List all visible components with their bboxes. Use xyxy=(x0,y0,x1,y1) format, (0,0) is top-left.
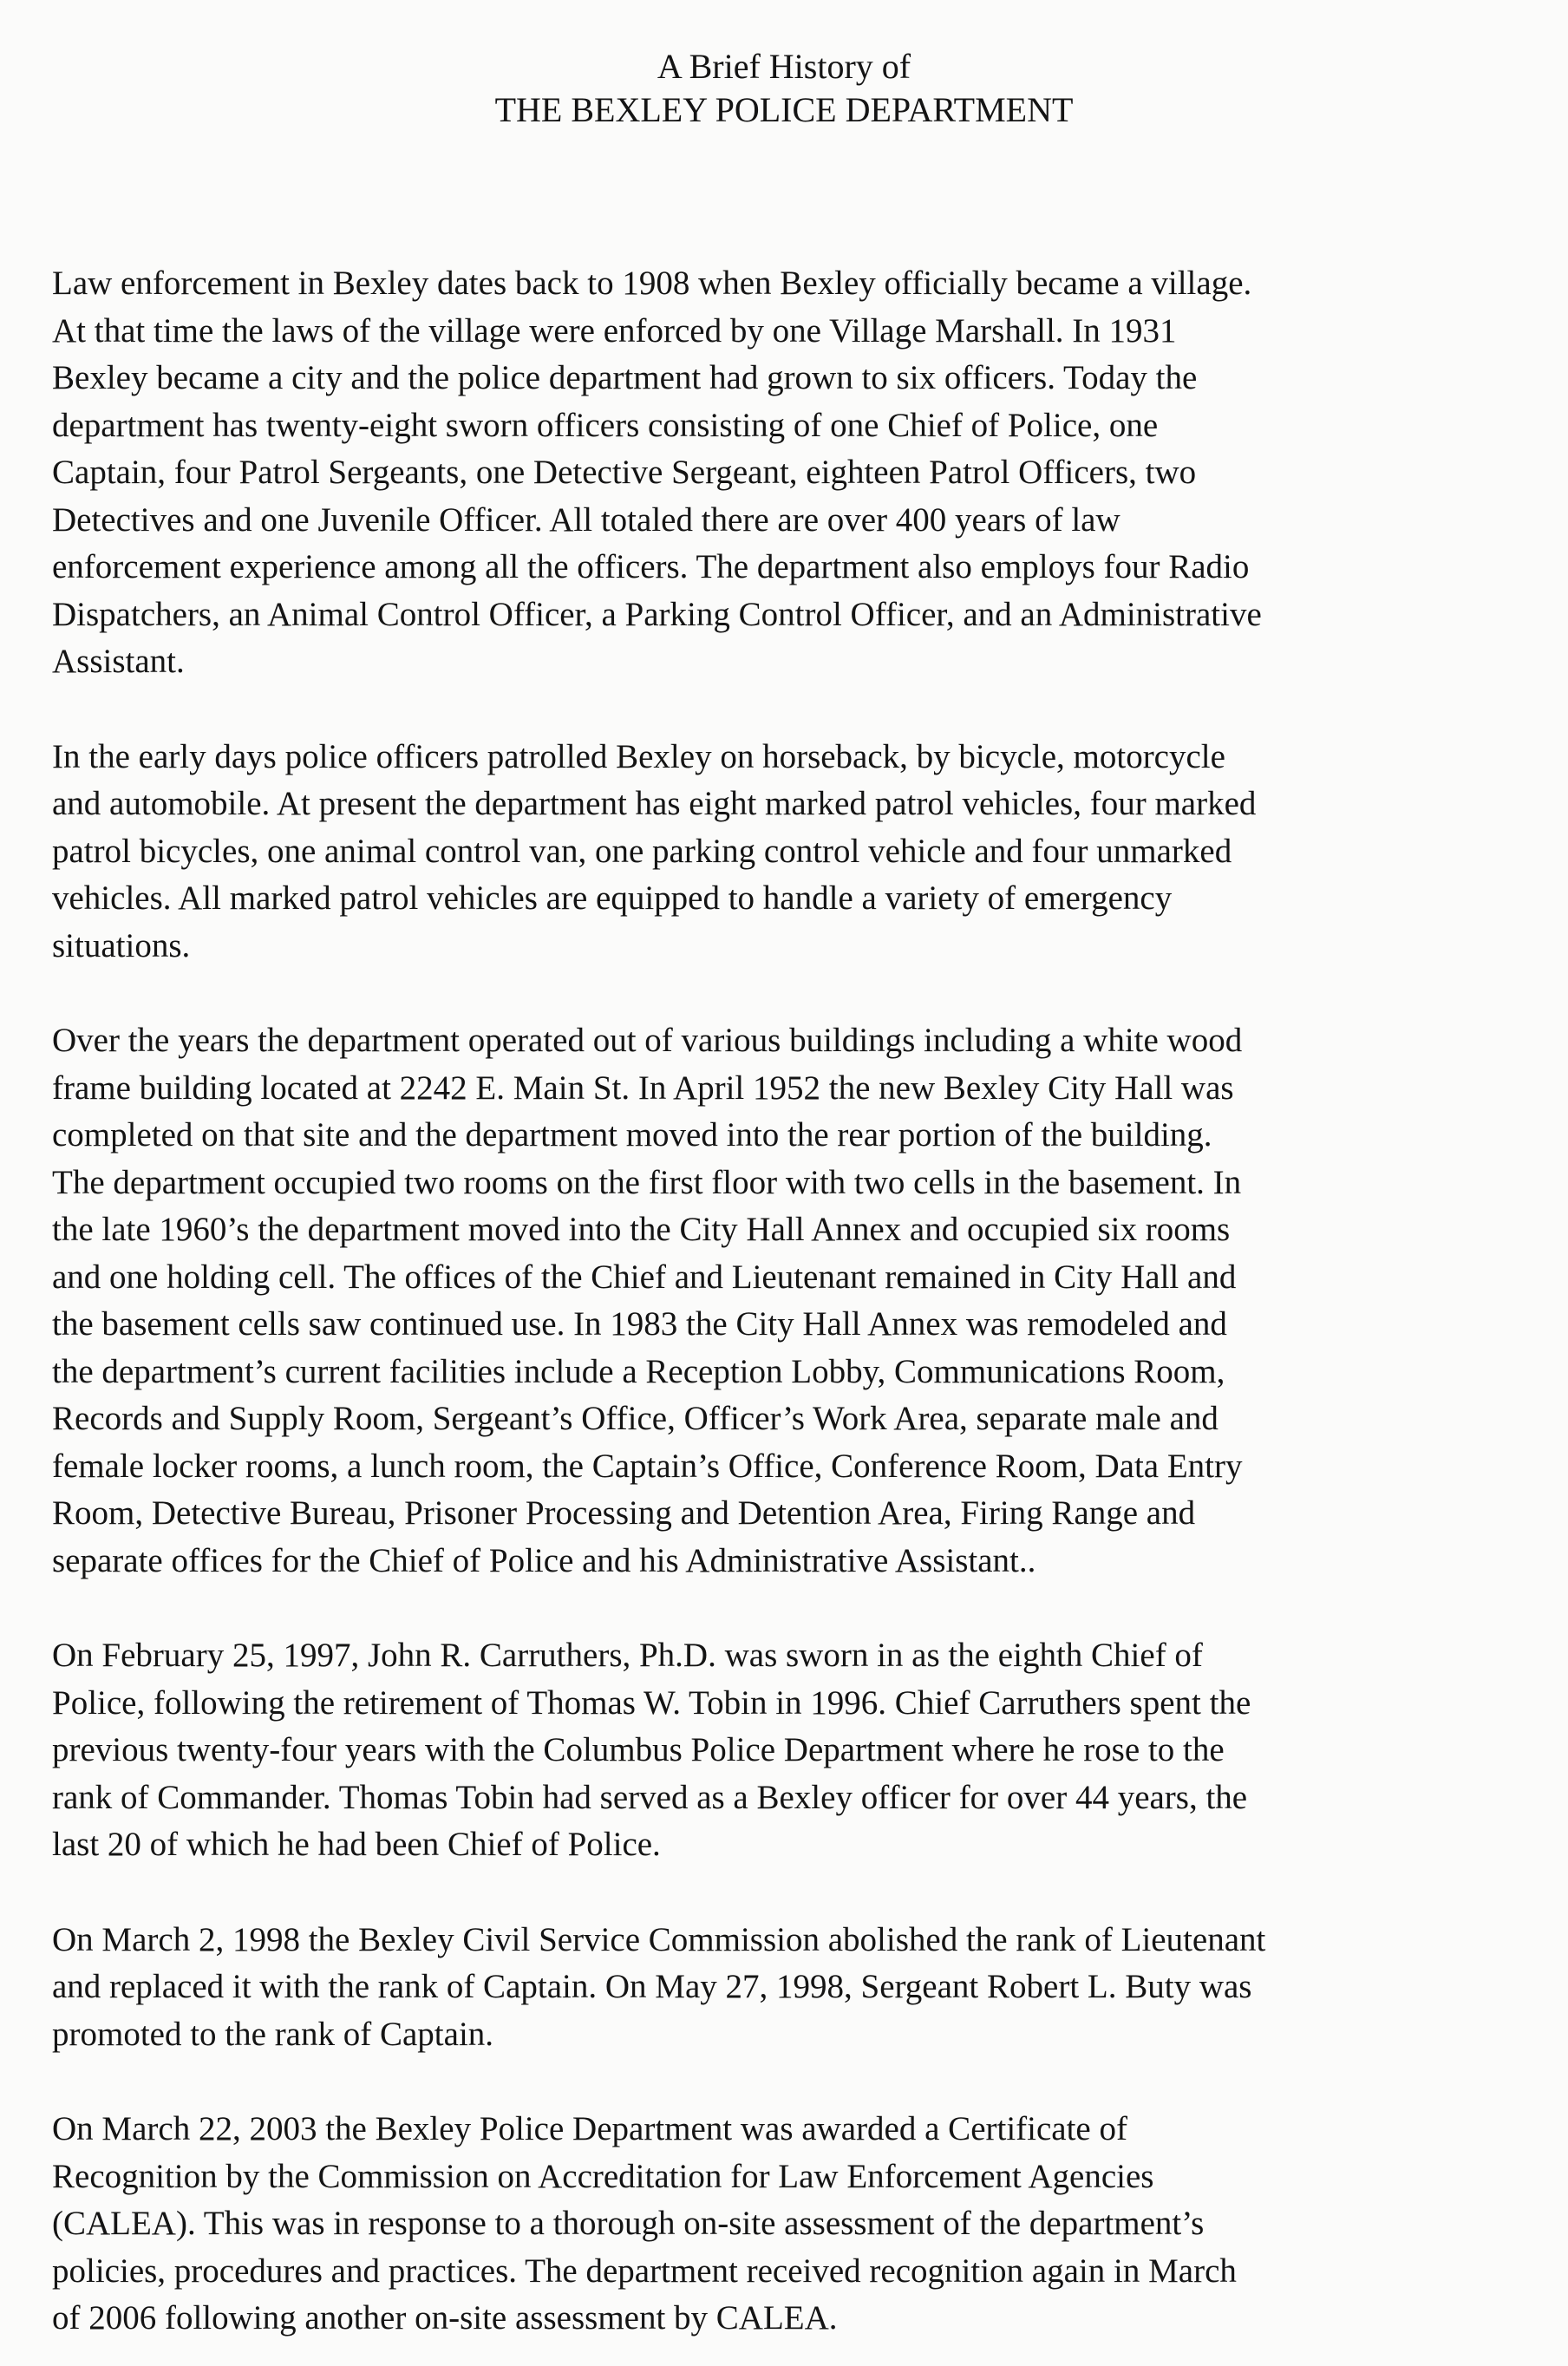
text-line: Bexley became a city and the police department had grown to six officers. Today the xyxy=(52,359,1198,396)
text-line: At that time the laws of the village were enforced by one Village Marshall. In 1931 xyxy=(52,311,1177,350)
text-line: female locker rooms, a lunch room, the Captain’s Office, Conference Room, Data Entry xyxy=(52,1447,1243,1485)
paragraph-captain-rank xyxy=(52,1917,1526,2059)
text-line: Captain, four Patrol Sergeants, one Detective Sergeant, eighteen Patrol Officers, two xyxy=(52,454,1197,491)
text-line: completed on that site and the department moved into the rear portion of the building. xyxy=(52,1116,1212,1154)
paragraph-spacer xyxy=(52,686,1526,734)
text-line: Assistant. xyxy=(52,643,185,680)
text-line: rank of Commander. Thomas Tobin had served as a Bexley officer for over 44 years, the xyxy=(52,1778,1248,1816)
heading-line-1: A Brief History of xyxy=(657,47,911,86)
text-line: Over the years the department operated out of various buildings including a white wood xyxy=(52,1022,1243,1059)
text-line: patrol bicycles, one animal control van, one parking control vehicle and four unmarked xyxy=(52,832,1232,870)
text-line: In the early days police officers patrolled Bexley on horseback, by bicycle, motorcycle xyxy=(52,737,1225,775)
text-line: vehicles. All marked patrol vehicles are equipped to handle a variety of emergency xyxy=(52,879,1173,917)
text-line: department has twenty-eight sworn officers consisting of one Chief of Police, one xyxy=(52,406,1159,444)
text-line: and replaced it with the rank of Captain. On May 27, 1998, Sergeant Robert L. Buty was xyxy=(52,1968,1252,2005)
text-line: and automobile. At present the department has eight marked patrol vehicles, four marked xyxy=(52,785,1257,822)
text-line: On March 22, 2003 the Bexley Police Department was awarded a Certificate of xyxy=(52,2110,1127,2147)
paragraph-spacer xyxy=(52,2058,1526,2106)
text-line: Recognition by the Commission on Accreditation for Law Enforcement Agencies xyxy=(52,2157,1154,2195)
document-heading xyxy=(0,45,1568,132)
text-line: (CALEA). This was in response to a thorough on-site assessment of the department’s xyxy=(52,2205,1205,2242)
text-line: Dispatchers, an Animal Control Officer, a Parking Control Officer, and an Administrative xyxy=(52,595,1262,633)
text-line: frame building located at 2242 E. Main St. In April 1952 the new Bexley City Hall was xyxy=(52,1069,1234,1107)
text-line: policies, procedures and practices. The department received recognition again in March xyxy=(52,2252,1237,2290)
text-line: and one holding cell. The offices of the Chief and Lieutenant remained in City Hall and xyxy=(52,1258,1237,1296)
text-line: the basement cells saw continued use. In 1983 the City Hall Annex was remodeled and xyxy=(52,1305,1227,1343)
text-line: Records and Supply Room, Sergeant’s Office, Officer’s Work Area, separate male and xyxy=(52,1400,1218,1437)
paragraph-spacer xyxy=(52,970,1526,1017)
text-line: The department occupied two rooms on the first floor with two cells in the basement. In xyxy=(52,1163,1242,1201)
text-line: the department’s current facilities include a Reception Lobby, Communications Room, xyxy=(52,1352,1225,1390)
text-line: Law enforcement in Bexley dates back to 1908 when Bexley officially became a village. xyxy=(52,265,1252,302)
paragraph-spacer xyxy=(52,1869,1526,1917)
paragraph-spacer xyxy=(52,1585,1526,1632)
text-line: On February 25, 1997, John R. Carruthers, Ph.D. was sworn in as the eighth Chief of xyxy=(52,1637,1203,1674)
text-line: Room, Detective Bureau, Prisoner Processing and Detention Area, Firing Range and xyxy=(52,1494,1196,1532)
text-line: enforcement experience among all the officers. The department also employs four Radio xyxy=(52,548,1250,585)
text-line: situations. xyxy=(52,926,191,964)
text-line: separate offices for the Chief of Police and his Administrative Assistant.. xyxy=(52,1541,1036,1579)
text-line: Detectives and one Juvenile Officer. All totaled there are over 400 years of law xyxy=(52,500,1120,539)
text-line: promoted to the rank of Captain. xyxy=(52,2015,494,2053)
text-line: of 2006 following another on-site assessment by CALEA. xyxy=(52,2299,838,2337)
document-body xyxy=(52,260,1526,2343)
text-line: last 20 of which he had been Chief of Police. xyxy=(52,1826,661,1863)
text-line: On March 2, 1998 the Bexley Civil Service Commission abolished the rank of Lieutenant xyxy=(52,1920,1266,1958)
paragraph-patrol-vehicles xyxy=(52,734,1526,971)
text-line: previous twenty-four years with the Columbus Police Department where he rose to the xyxy=(52,1731,1225,1768)
paragraph-calea-accreditation xyxy=(52,2106,1526,2343)
text-line: the late 1960’s the department moved into the City Hall Annex and occupied six rooms xyxy=(52,1211,1231,1248)
text-line: Police, following the retirement of Thomas W. Tobin in 1996. Chief Carruthers spent the xyxy=(52,1683,1251,1722)
paragraph-facilities xyxy=(52,1017,1526,1585)
paragraph-law-enforcement-history xyxy=(52,260,1526,686)
paragraph-chief-appointment xyxy=(52,1632,1526,1869)
heading-title: THE BEXLEY POLICE DEPARTMENT xyxy=(494,90,1074,129)
